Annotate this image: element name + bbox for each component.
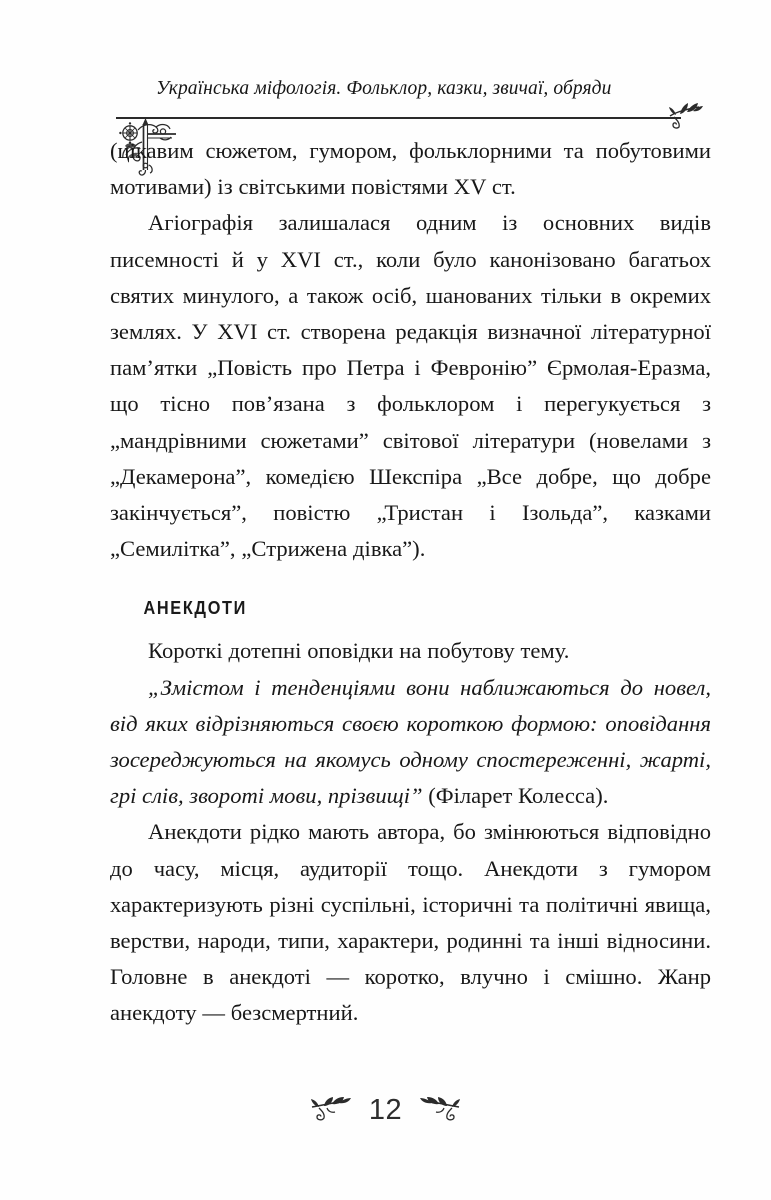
header-horizontal-rule: [116, 117, 681, 119]
page-number: 12: [368, 1093, 403, 1126]
page-footer: [0, 1085, 771, 1135]
paragraph-continuation: (цікавим сюжетом, гумором, фольклорними та побутовими мотивами) із світськими повістями XV ст.: [110, 138, 711, 200]
leaf-flourish-ornament: [668, 102, 704, 132]
spacer-after-heading: [110, 619, 711, 633]
paragraph-hagiography: Агіографія залишалася одним із основних видів писемності й у XVI ст., коли було канонізовано багатьох святих минулого, а також осіб, шанованих тільки в окремих землях. У XVI ст. створена редакція визначної літературної пам’ятки „Повість про Петра і Февронію” Єрмолая-Еразма, що тісно пов’язана з фольклором і перегукується з „мандрівними сюжетами” світової літератури (новелами з „Декамерона”, комедією Шекспіра „Все добре, що добре закінчується”, повістю „Тристан і Ізольда”, казками „Семилітка”, „Стрижена дівка”).: [110, 210, 711, 562]
paragraph-definition: Короткі дотепні оповідки на побутову тему.: [148, 638, 570, 664]
running-header-title: Українська міфологія. Фольклор, казки, звичаї, обряди: [156, 78, 612, 99]
leaf-branch-ornament-left: [310, 1097, 352, 1123]
section-heading-anecdotes: АНЕКДОТИ: [143, 597, 248, 619]
leaf-branch-ornament-right: [419, 1097, 461, 1123]
quote-body: „Змістом і тенденціями вони наближаються до новел, від яких відрізняються своєю короткою формою: оповідання зосереджуються на якомусь одному спостереженні, жарті, грі слів, звороті мови, прізвищі”: [110, 674, 711, 809]
block-quote-kolessa: [110, 670, 711, 815]
header-rule-group: [116, 116, 701, 119]
paragraph-anecdote-traits: Анекдоти рідко мають автора, бо змінюються відповідно до часу, місця, аудиторії тощо. Анекдоти з гумором характеризують різні суспільні, історичні та політичні явища, верстви, народи, типи, характери, родинні та інші відносини. Головне в анекдоті — коротко, влучно і смішно. Жанр анекдоту — безсмертний.: [110, 819, 711, 1026]
text-column: [110, 133, 711, 1032]
spacer-before-heading: [110, 567, 711, 597]
quote-attribution: (Філарет Колесса).: [428, 783, 609, 809]
